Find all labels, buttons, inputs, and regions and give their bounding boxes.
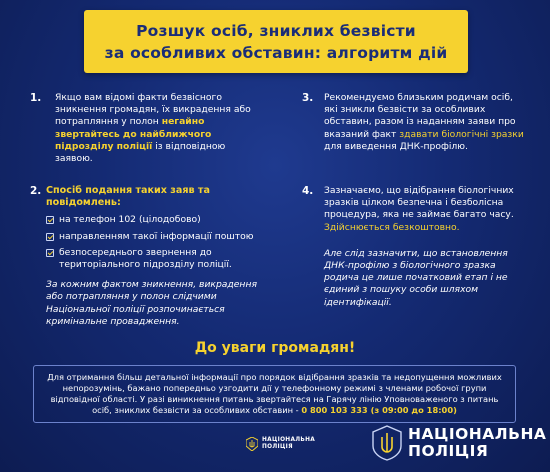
footer-logo-big bbox=[372, 425, 546, 461]
method-item bbox=[46, 247, 271, 271]
step-1-text bbox=[55, 92, 260, 165]
step-2-heading: Спосіб подання таких заяв та повідомлень: bbox=[46, 185, 210, 209]
checkbox-icon bbox=[46, 233, 54, 241]
step-4-note: Але слід зазначити, що встановлення ДНК-профілю з біологічного зразка родича це лише початковий етап і не єдиний з пошуку особи шляхом ідентифікації. bbox=[324, 247, 508, 308]
step-1-text-a: Якщо вам відомі факти безвісного зникнення громадян, їх викрадення або потрапляння у полон bbox=[55, 92, 251, 128]
method-item bbox=[46, 214, 271, 226]
step-1-text-b: із відповідною заявою. bbox=[55, 140, 226, 165]
method-label: безпосереднього звернення до територіального підрозділу поліції. bbox=[59, 246, 232, 271]
title-banner bbox=[84, 10, 468, 73]
step-3-text-a: Рекомендуємо близьким родичам осіб, які зникли безвісти за особливих обставин, разом із наданням заяви про вказаний факт bbox=[324, 92, 516, 140]
step-3-number: 3. bbox=[302, 92, 314, 104]
step-4-block bbox=[324, 185, 524, 309]
step-1-highlight: негайно звертайтесь до найближчого підрозділу поліції bbox=[55, 116, 212, 152]
step-2-block bbox=[46, 185, 271, 328]
info-text bbox=[44, 372, 505, 416]
footer-small-line-2: ПОЛІЦІЯ bbox=[262, 444, 293, 450]
step-4-highlight: Здійснюється безкоштовно. bbox=[324, 221, 460, 233]
step-2-number: 2. bbox=[30, 185, 42, 197]
footer-big-line-1: НАЦІОНАЛЬНА bbox=[408, 425, 547, 443]
title-line-2: за особливих обставин: алгоритм дій bbox=[104, 43, 448, 62]
method-label: направленням такої інформації поштою bbox=[59, 230, 254, 242]
title-line-1: Розшук осіб, зниклих безвісти bbox=[136, 21, 416, 40]
checkbox-icon bbox=[46, 249, 54, 257]
info-body: Для отримання більш детальної інформації про порядок відібрання зразків та недопущення можливих непорозумінь, бажано попередньо узгодити дії у телефонному режимі з членами робочої групи відповідної області. У разі виникнення питань звертайтеся на Гарячу лінію Уповноваженого з питань осіб, зниклих безвісти за особливих обставин - bbox=[47, 372, 502, 415]
step-3-text-b: для виведення ДНК-профілю. bbox=[324, 140, 468, 152]
step-4-number: 4. bbox=[302, 185, 314, 197]
step-4-main: Зазначаємо, що відібрання біологічних зразків цілком безпечна і безболісна процедура, яка не займає багато часу. bbox=[324, 185, 514, 221]
footer-big-line-2: ПОЛІЦІЯ bbox=[408, 442, 489, 460]
step-4-text bbox=[324, 185, 524, 234]
step-2-note: За кожним фактом зникнення, викрадення або потрапляння у полон слідчими Національної поліції розпочинається кримінальне провадження. bbox=[46, 279, 257, 327]
police-emblem-icon bbox=[246, 437, 258, 451]
attention-heading: До уваги громадян! bbox=[194, 340, 356, 356]
hotline-phone: 0 800 103 333 (з 09:00 до 18:00) bbox=[301, 405, 457, 415]
method-item bbox=[46, 231, 271, 243]
checkbox-icon bbox=[46, 216, 54, 224]
step-3-text bbox=[324, 92, 524, 153]
method-label: на телефон 102 (цілодобово) bbox=[59, 214, 201, 226]
info-box bbox=[33, 365, 516, 423]
step-3-highlight: здавати біологічні зразки bbox=[399, 128, 524, 140]
step-2-methods bbox=[46, 214, 271, 271]
step-1-number: 1. bbox=[30, 92, 42, 104]
footer-logo-small bbox=[246, 437, 315, 451]
police-shield-icon bbox=[372, 425, 402, 461]
footer-small-line-1: НАЦІОНАЛЬНА bbox=[262, 437, 316, 443]
